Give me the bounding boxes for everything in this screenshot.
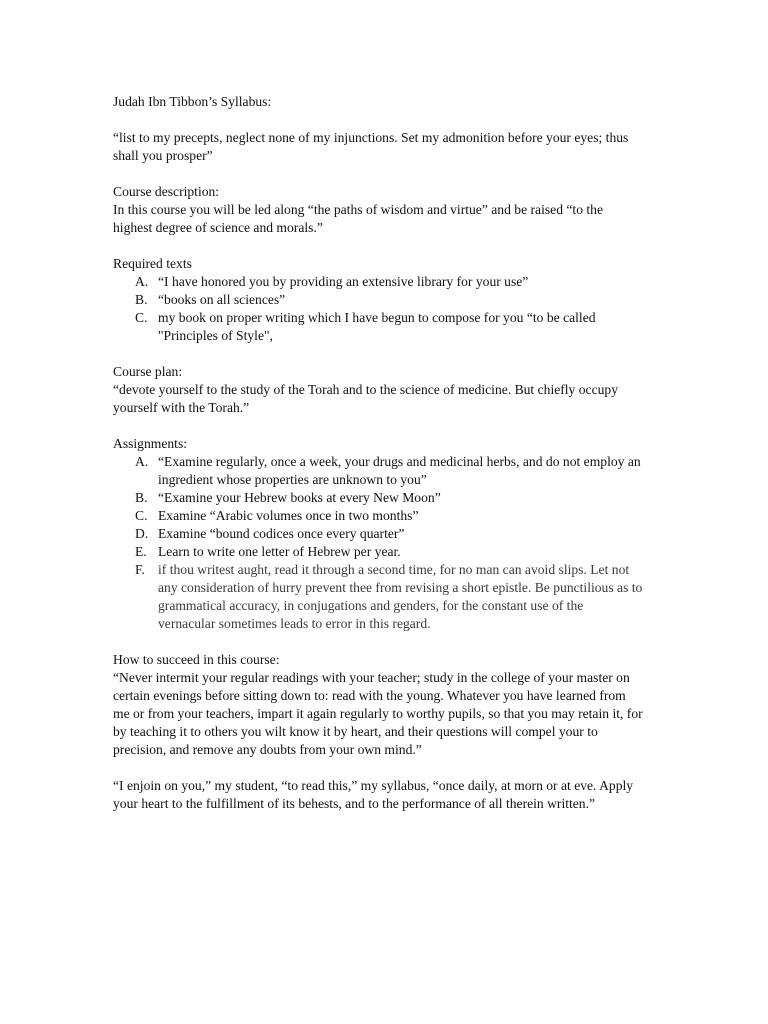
course-plan-heading: Course plan:	[113, 364, 183, 379]
list-marker: E.	[135, 544, 147, 559]
closing-paragraph: “I enjoin on you,” my student, “to read this,” my syllabus, “once daily, at morn or at eve. Apply your heart to the fulfillment of its behests, and to the performance of all therein written.”	[113, 778, 634, 811]
course-description-text: In this course you will be led along “the paths of wisdom and virtue” and be raised “to the highest degree of science and morals.”	[113, 202, 603, 235]
list-marker: C.	[135, 508, 148, 523]
list-item-text: my book on proper writing which I have begun to compose for you “to be called "Principles of Style",	[158, 310, 596, 343]
list-item-text: “I have honored you by providing an extensive library for your use”	[158, 274, 529, 289]
epigraph: “list to my precepts, neglect none of my injunctions. Set my admonition before your eyes; thus shall you prosper”	[113, 130, 629, 163]
list-item	[113, 525, 643, 543]
list-item	[113, 543, 643, 561]
list-marker: B.	[135, 292, 148, 307]
list-item	[113, 309, 643, 345]
assignments-list	[113, 453, 643, 633]
list-item-text: Learn to write one letter of Hebrew per year.	[158, 544, 401, 559]
course-plan-text: “devote yourself to the study of the Torah and to the science of medicine. But chiefly occupy yourself with the Torah.”	[113, 382, 619, 415]
document-title: Judah Ibn Tibbon’s Syllabus:	[113, 94, 272, 109]
list-item	[113, 291, 643, 309]
list-marker: A.	[135, 274, 149, 289]
list-item	[113, 273, 643, 291]
list-item	[113, 561, 643, 633]
succeed-heading: How to succeed in this course:	[113, 652, 280, 667]
list-marker: C.	[135, 310, 148, 325]
assignments-heading: Assignments:	[113, 436, 188, 451]
required-texts-heading: Required texts	[113, 256, 192, 271]
list-item	[113, 489, 643, 507]
list-marker: A.	[135, 454, 149, 469]
list-item-text: Examine “Arabic volumes once in two months”	[158, 508, 419, 523]
course-description-heading: Course description:	[113, 184, 220, 199]
list-marker: B.	[135, 490, 148, 505]
list-marker: D.	[135, 526, 149, 541]
list-item-text: Examine “bound codices once every quarter”	[158, 526, 405, 541]
succeed-text: “Never intermit your regular readings with your teacher; study in the college of your master on certain evenings before sitting down to: read with the young. Whatever you have learned from me or from your teachers, impart it again regularly to worthy pupils, so that you may retain it, for by teaching it to others you wilt know it by heart, and their questions will compel your to precision, and remove any doubts from your own mind.”	[113, 670, 643, 757]
document-page	[113, 93, 643, 813]
list-item-text: “books on all sciences”	[158, 292, 286, 307]
required-texts-list	[113, 273, 643, 345]
list-item-text: “Examine regularly, once a week, your drugs and medicinal herbs, and do not employ an ingredient whose properties are unknown to you”	[158, 454, 641, 487]
list-item-text: if thou writest aught, read it through a second time, for no man can avoid slips. Let not any consideration of hurry prevent thee from revising a short epistle. Be punctilious as to grammatical accuracy, in conjugations and genders, for the constant use of the vernacular sometimes leads to error in this regard.	[158, 562, 643, 631]
list-item-text: “Examine your Hebrew books at every New Moon”	[158, 490, 441, 505]
list-marker: F.	[135, 562, 145, 577]
list-item	[113, 507, 643, 525]
list-item	[113, 453, 643, 489]
